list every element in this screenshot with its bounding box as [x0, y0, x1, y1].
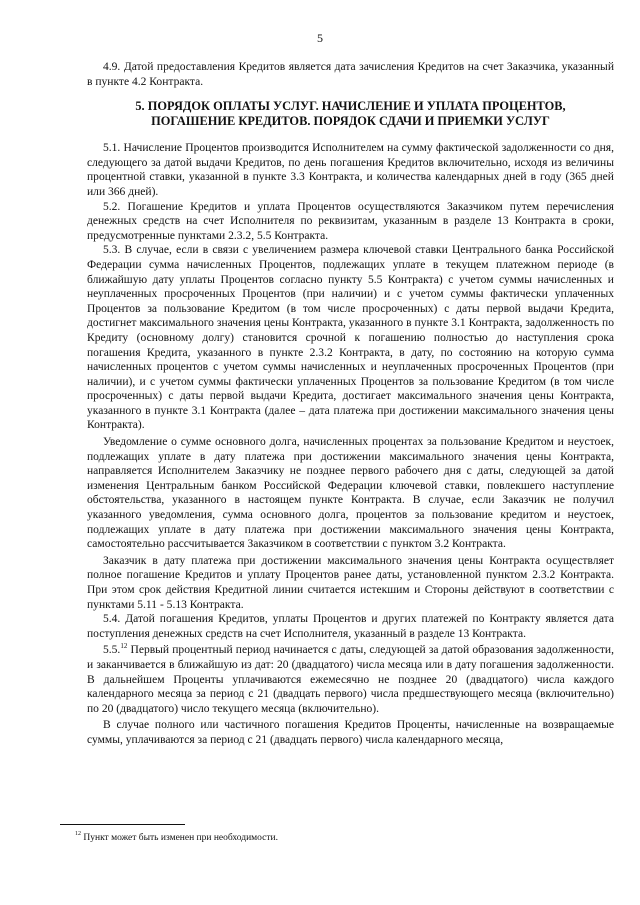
paragraph-5-5 [87, 643, 614, 716]
footnote [75, 832, 615, 844]
paragraph-5-4: 5.4. Датой погашения Кредитов, уплаты Процентов и других платежей по Контракту является дата поступления денежных средств на счет Исполнителя, указанный в разделе 13 Контракта. [87, 613, 614, 640]
footnote-number: 12 [75, 830, 81, 837]
paragraph-5-5-text: Первый процентный период начинается с даты, следующей за датой образования задолженности, и заканчивается в ближайшую из дат: 20 (двадцатого) числа месяца или в дату погашения задолженности. В дальнейшем Проценты уплачиваются ежемесячно не позднее 20 (двадцатого) числа каждого календарного месяца за период с 21 (двадцать первого) числа предшествующего месяца (включительно) по 20 (двадцатого) число текущего месяца (включительно). [87, 644, 614, 715]
page-number: 5 [317, 31, 323, 45]
paragraph-5-3-notice: Уведомление о сумме основного долга, начисленных процентах за пользование Кредитом и неустоек, подлежащих уплате в дату платежа при достижении максимального значения цены Контракта, направляется Исполнителем Заказчику не позднее первого рабочего дня с даты, следующей за датой изменения Центральным банком Российской Федерации ключевой ставки, повлекшего наступление обстоятельства, указанного в настоящем пункте Контракта. В случае, если Заказчик не получил указанного уведомления, сумма основного долга, процентов за пользование кредитом и неустоек, подлежащих уплате в дату платежа при достижении максимального значения цены Контракта, самостоятельно рассчитывается Заказчиком в соответствии с пунктом 3.2 Контракта. [87, 436, 614, 551]
section-heading [87, 99, 614, 129]
section-heading-line-1: 5. ПОРЯДОК ОПЛАТЫ УСЛУГ. НАЧИСЛЕНИЕ И УПЛАТА ПРОЦЕНТОВ, [135, 99, 566, 114]
footnote-separator [60, 824, 185, 825]
page-content [87, 60, 614, 748]
section-heading-line-2: ПОГАШЕНИЕ КРЕДИТОВ. ПОРЯДОК СДАЧИ И ПРИЕМКИ УСЛУГ [151, 114, 550, 129]
paragraph-early-repayment: В случае полного или частичного погашения Кредитов Проценты, начисленные на возвращаемые суммы, уплачиваются за период с 21 (двадцать первого) числа календарного месяца, [87, 719, 614, 746]
paragraph-5-2: 5.2. Погашение Кредитов и уплата Процентов осуществляются Заказчиком путем перечисления денежных средств на счет Исполнителя по реквизитам, указанным в разделе 13 Контракта в сроки, предусмотренные пунктами 2.3.2, 5.5 Контракта. [87, 200, 614, 242]
paragraph-5-3-payment: Заказчик в дату платежа при достижении максимального значения цены Контракта осуществляет полное погашение Кредитов и уплату Процентов ранее даты, установленной пунктом 2.3.2 Контракта. При этом срок действия Кредитной линии считается истекшим и Стороны действуют в соответствии с пунктами 5.11 - 5.13 Контракта. [87, 554, 614, 611]
footnote-text: Пункт может быть изменен при необходимости. [81, 833, 278, 843]
paragraph-5-1: 5.1. Начисление Процентов производится Исполнителем на сумму фактической задолженности со дня, следующего за датой выдачи Кредитов, по день погашения Кредитов включительно, исходя из величины процентной ставки, указанной в пункте 3.3 Контракта, и количества календарных дней в году (365 дней или 366 дней). [87, 142, 614, 198]
footnote-reference: 12 [120, 641, 128, 650]
paragraph-4-9: 4.9. Датой предоставления Кредитов является дата зачисления Кредитов на счет Заказчика, указанный в пункте 4.2 Контракта. [87, 61, 614, 88]
paragraph-5-3: 5.3. В случае, если в связи с увеличением размера ключевой ставки Центрального банка Российской Федерации сумма начисленных Процентов, подлежащих уплате в текущем платежном периоде (в ближайшую дату уплаты Процентов согласно пункту 5.5 Контракта) с учетом суммы начисленных и неуплаченных просроченных Процентов (при наличии) и с учетом суммы фактически уплаченных Процентов за пользование Кредитом (в том числе просроченных) с даты первой выдачи Кредита, достигнет максимального значения цены Контракта, указанного в пункте 3.1 Контракта, задолженность по Кредиту (основному долгу) становится срочной к погашению полностью до наступления срока погашения Кредита, указанного в пункте 2.3.2 Контракта, в дату, по состоянию на которую сумма начисленных процентов с учетом суммы начисленных и неуплаченных просроченных Процентов (при наличии), и с учетом суммы фактически уплаченных Процентов за пользование Кредитом (в том числе просроченных) с даты первой выдачи Кредита, достигает максимального значения цены Контракта, указанного в пункте 3.1 Контракта (далее – дата платежа при достижении максимального значения цены Контракта). [87, 244, 614, 432]
paragraph-5-5-number: 5.5. [103, 644, 121, 657]
